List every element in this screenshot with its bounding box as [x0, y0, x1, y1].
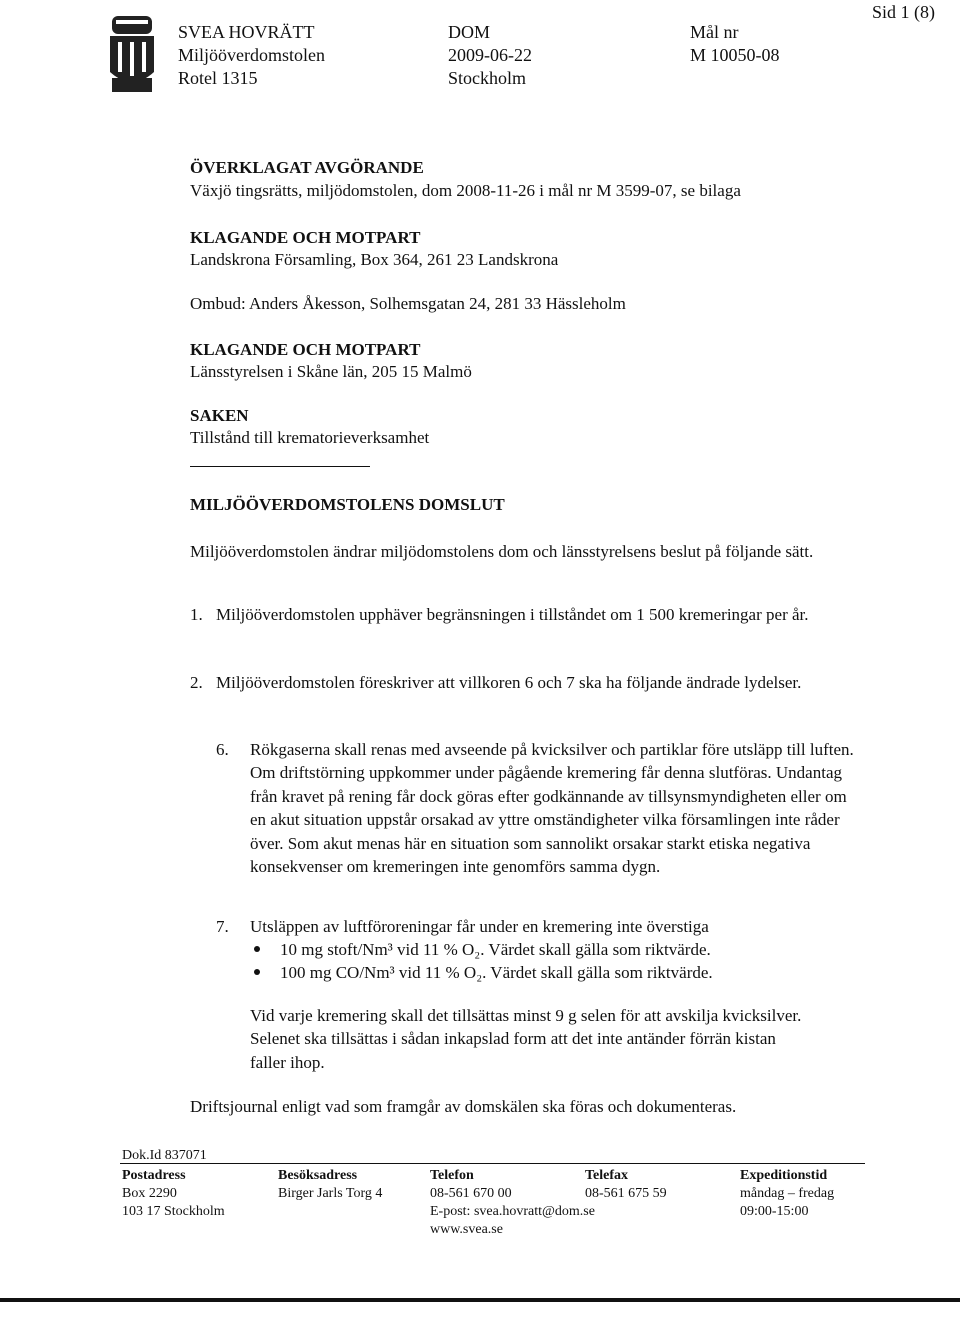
- ruling-intro: Miljööverdomstolen ändrar miljödomstolens dom och länsstyrelsens beslut på följande sätt.: [190, 542, 814, 561]
- footer-telefon-number: 08-561 670 00: [430, 1186, 512, 1201]
- document-city: Stockholm: [448, 68, 527, 88]
- court-name: SVEA HOVRÄTT: [178, 22, 315, 42]
- limit-dust: 10 mg stoft/Nm³ vid 11 % O₂. Värdet skall gälla som riktvärde.: [280, 940, 711, 959]
- footer-divider: [120, 1163, 865, 1164]
- scan-edge-line: [0, 1298, 960, 1302]
- ruling-item-1-text: Miljööverdomstolen upphäver begränsningen i tillståndet om 1 500 kremeringar per år.: [216, 605, 809, 624]
- footer-email: E-post: svea.hovratt@dom.se: [430, 1204, 595, 1219]
- condition-6-text: Rökgaserna skall renas med avseende på kvicksilver och partiklar före utsläpp till luften. Om driftstörning uppkommer under pågående kremering får denna slutföras. Undantag från kravet på rening får dock göras efter godkännande av tillsynsmyndigheten eller om en akut situation uppstår orsakad av yttre omständigheter vilka församlingen inte råder över. Som akut menas här en situation som sannolikt orsakar starkt etiska negativa konsekvenser om kremeringen inte genomförs samma dygn.: [250, 740, 854, 877]
- matter-heading: SAKEN: [190, 406, 249, 425]
- footer-expeditionstid-label: Expeditionstid: [740, 1168, 828, 1183]
- section-divider: [190, 466, 370, 467]
- page-number: Sid 1 (8): [872, 2, 935, 22]
- party1-heading: KLAGANDE OCH MOTPART: [190, 228, 421, 247]
- court-division: Miljööverdomstolen: [178, 45, 325, 65]
- party2-name: Länsstyrelsen i Skåne län, 205 15 Malmö: [190, 362, 472, 381]
- footer-telefax-label: Telefax: [585, 1168, 629, 1183]
- footer-expeditionstid-hours: 09:00-15:00: [740, 1204, 809, 1219]
- condition-7-text: Utsläppen av luftföroreningar får under en kremering inte överstiga: [250, 917, 709, 936]
- condition-6-number: 6.: [216, 740, 229, 759]
- limit-co: 100 mg CO/Nm³ vid 11 % O₂. Värdet skall gälla som riktvärde.: [280, 963, 713, 982]
- ruling-item-2-number: 2.: [190, 673, 203, 692]
- appealed-text: Växjö tingsrätts, miljödomstolen, dom 2008-11-26 i mål nr M 3599-07, se bilaga: [190, 181, 741, 200]
- appealed-heading: ÖVERKLAGAT AVGÖRANDE: [190, 158, 424, 177]
- document-date: 2009-06-22: [448, 45, 532, 65]
- ruling-item-1-number: 1.: [190, 605, 203, 624]
- bullet-icon: [254, 946, 260, 952]
- footer-besoksadress-label: Besöksadress: [278, 1168, 358, 1183]
- ruling-heading: MILJÖÖVERDOMSTOLENS DOMSLUT: [190, 495, 505, 514]
- selenium-paragraph: Vid varje kremering skall det tillsättas minst 9 g selen för att avskilja kvicksilver. Selenet ska tillsättas i sådan inkapslad form att det inte antänder förrän kistan faller ihop.: [250, 1006, 802, 1072]
- case-label: Mål nr: [690, 22, 739, 42]
- footer-postadress-line2: 103 17 Stockholm: [122, 1204, 225, 1219]
- bullet-icon: [254, 969, 260, 975]
- ruling-item-2-text: Miljööverdomstolen föreskriver att villkoren 6 och 7 ska ha följande ändrade lydelser.: [216, 673, 802, 692]
- document-id: Dok.Id 837071: [122, 1148, 207, 1163]
- case-number: M 10050-08: [690, 45, 780, 65]
- rotel: Rotel 1315: [178, 68, 258, 88]
- footer-website: www.svea.se: [430, 1222, 503, 1237]
- footer-telefax-number: 08-561 675 59: [585, 1186, 667, 1201]
- footer-expeditionstid-days: måndag – fredag: [740, 1186, 835, 1201]
- footer-postadress-label: Postadress: [122, 1168, 186, 1183]
- court-crest-logo: [106, 14, 158, 96]
- document-type: DOM: [448, 22, 491, 42]
- party1-name: Landskrona Församling, Box 364, 261 23 Landskrona: [190, 250, 559, 269]
- footer-besoksadress-line1: Birger Jarls Torg 4: [278, 1186, 383, 1201]
- footer-postadress-line1: Box 2290: [122, 1186, 177, 1201]
- condition-7-number: 7.: [216, 917, 229, 936]
- party1-counsel: Ombud: Anders Åkesson, Solhemsgatan 24, 281 33 Hässleholm: [190, 294, 626, 313]
- matter-text: Tillstånd till krematorieverksamhet: [190, 428, 430, 447]
- party2-heading: KLAGANDE OCH MOTPART: [190, 340, 421, 359]
- journal-paragraph: Driftsjournal enligt vad som framgår av domskälen ska föras och dokumenteras.: [190, 1097, 737, 1116]
- footer-telefon-label: Telefon: [430, 1168, 474, 1183]
